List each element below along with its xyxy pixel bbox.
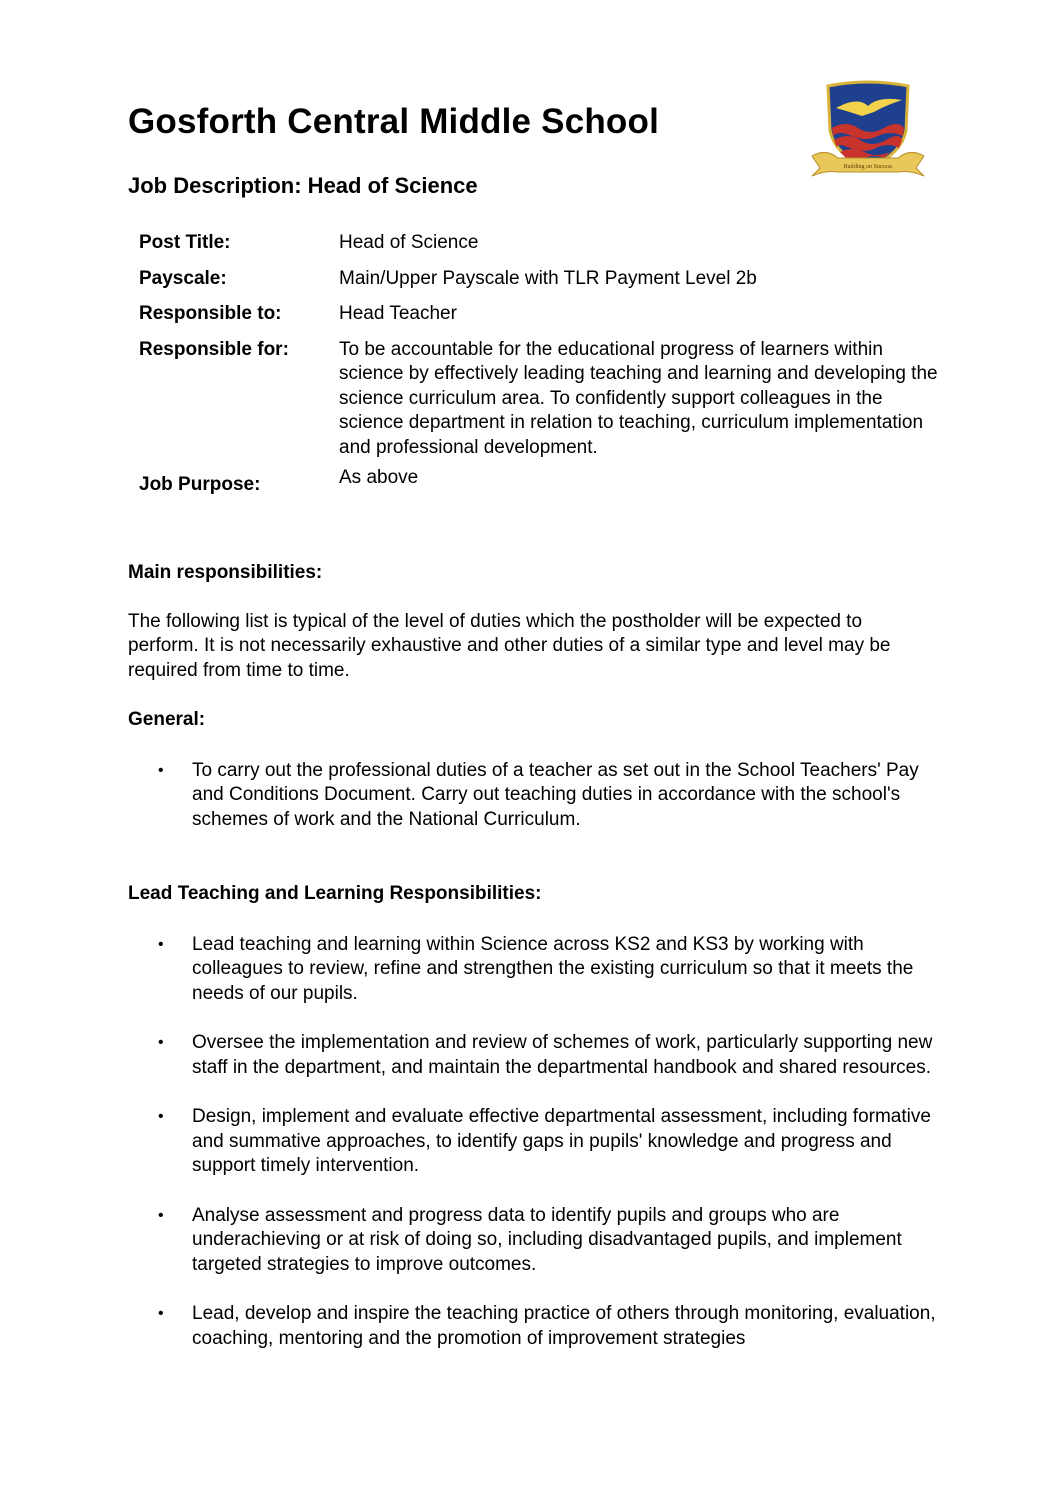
school-crest-logo bbox=[806, 78, 930, 178]
list-item: • Lead teaching and learning within Science across KS2 and KS3 by working with colleagues to review, refine and strengthen the existing curriculum so that it meets the needs of our pupils. bbox=[158, 933, 914, 1004]
info-label: Job Purpose: bbox=[139, 474, 261, 495]
info-label: Post Title: bbox=[139, 232, 231, 253]
lead-list bbox=[128, 933, 942, 1352]
info-value: As above bbox=[339, 467, 419, 488]
bullet-icon: • bbox=[158, 1108, 164, 1125]
info-label: Responsible to: bbox=[139, 303, 282, 324]
info-label: Payscale: bbox=[139, 267, 227, 289]
info-row-post-title bbox=[139, 231, 939, 256]
lead-teaching-section bbox=[128, 882, 942, 1351]
info-value: To be accountable for the educational progress of learners within science by effectively leading teaching and learning and developing the science curriculum area. To confidently support colleagues in the science department in relation to teaching, curriculum implementation and professional development. bbox=[339, 338, 938, 458]
list-item: • Design, implement and evaluate effective departmental assessment, including formative and summative approaches, to identify gaps in pupils' knowledge and progress and support timely intervention. bbox=[158, 1106, 931, 1176]
list-item: • Analyse assessment and progress data to identify pupils and groups who are underachieving or at risk of doing so, including disadvantaged pupils, and implement targeted strategies to improve outcomes. bbox=[158, 1204, 902, 1275]
intro-paragraph: The following list is typical of the level of duties which the postholder will be expected to perform. It is not necessarily exhaustive and other duties of a similar type and level may be required from time to time. bbox=[128, 610, 891, 681]
info-row-responsible-to bbox=[139, 302, 939, 327]
info-value: Head Teacher bbox=[339, 303, 457, 324]
list-item: • Lead, develop and inspire the teaching practice of others through monitoring, evaluation, coaching, mentoring and the promotion of improvement strategies bbox=[158, 1303, 936, 1349]
info-row-responsible-for bbox=[139, 338, 939, 461]
school-name: Gosforth Central Middle School bbox=[128, 102, 660, 141]
info-row-payscale bbox=[139, 267, 939, 292]
job-description-title: Job Description: Head of Science bbox=[128, 173, 478, 198]
main-responsibilities-section bbox=[128, 561, 938, 683]
bullet-icon: • bbox=[158, 761, 164, 779]
info-value: Head of Science bbox=[339, 232, 479, 253]
general-section bbox=[128, 708, 942, 832]
list-item: • To carry out the professional duties of a teacher as set out in the School Teachers' Pay and Conditions Document. Carry out teaching duties in accordance with the school's schemes of work and the National Curriculum. bbox=[158, 759, 919, 830]
section-heading: General: bbox=[128, 709, 206, 730]
general-list bbox=[128, 759, 942, 833]
crest-motto: Building on Success bbox=[843, 164, 893, 170]
post-info-table bbox=[139, 231, 939, 498]
bullet-icon: • bbox=[158, 935, 164, 953]
list-item: • Oversee the implementation and review of schemes of work, particularly supporting new staff in the department, and maintain the departmental handbook and shared resources. bbox=[158, 1032, 933, 1078]
bullet-icon: • bbox=[158, 1206, 164, 1224]
bullet-icon: • bbox=[158, 1305, 164, 1322]
info-row-job-purpose bbox=[139, 466, 939, 498]
section-heading: Main responsibilities: bbox=[128, 562, 323, 583]
section-heading: Lead Teaching and Learning Responsibilities: bbox=[128, 883, 542, 904]
bullet-icon: • bbox=[158, 1034, 164, 1051]
info-value: Main/Upper Payscale with TLR Payment Level 2b bbox=[339, 267, 757, 289]
info-label: Responsible for: bbox=[139, 338, 289, 360]
